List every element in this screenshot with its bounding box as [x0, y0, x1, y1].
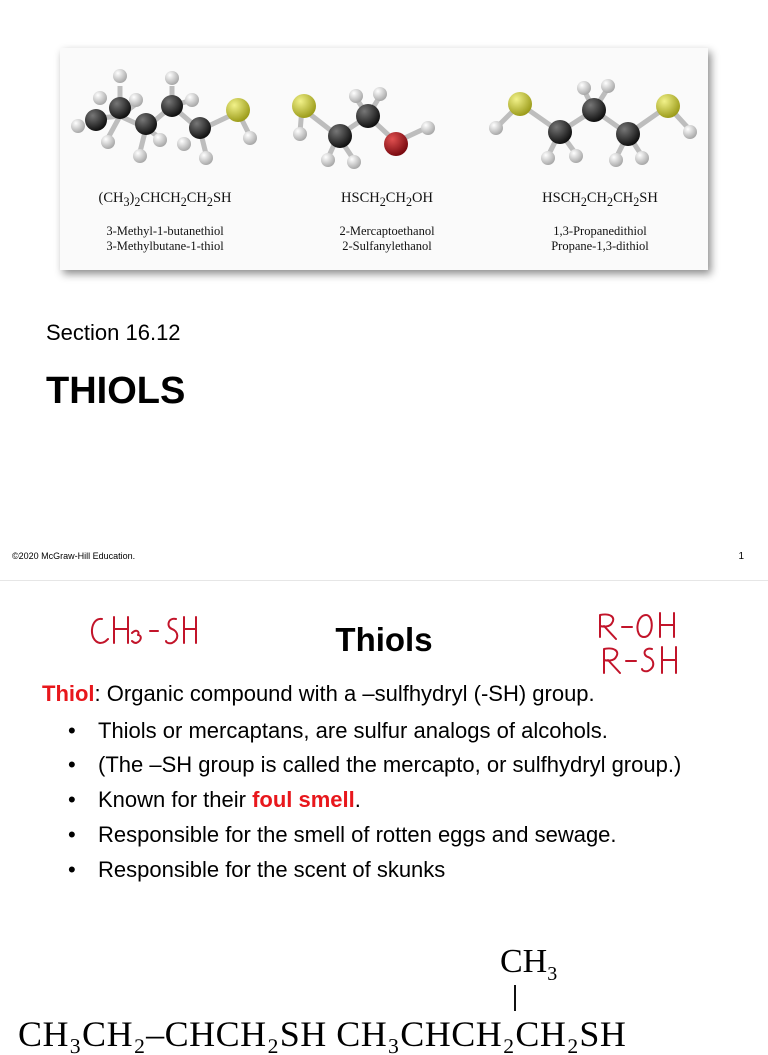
methyl-branch: $CH_3$: [500, 943, 558, 985]
structural-formula-chain: CH₃CH₂–CHCH₂SH CH₃CHCH₂CH₂SH: [18, 1014, 627, 1054]
thiol-term: Thiol: [42, 681, 95, 706]
bullet-text-prefix: Known for their: [98, 787, 253, 812]
molecule-3-formula: $HSCH_2CH_2CH_2SH$: [542, 190, 658, 209]
bullet-icon: •: [68, 787, 76, 812]
molecule-1-formula: $(CH_3)_2CHCH_2CH_2SH$: [98, 190, 232, 209]
bullet-text: Responsible for the scent of skunks: [98, 857, 446, 882]
slide-1-title: THIOLS: [46, 370, 186, 412]
ball-and-stick-models: [60, 48, 708, 178]
list-item: [68, 748, 748, 782]
bullet-text: Thiols or mercaptans, are sulfur analogs of alcohols.: [98, 718, 608, 743]
list-item: [68, 713, 748, 748]
bullet-icon: •: [68, 718, 76, 743]
list-item: [68, 782, 748, 817]
bullet-icon: •: [68, 752, 76, 777]
branch-bond: [514, 985, 516, 1011]
foul-smell-emphasis: foul smell: [252, 787, 355, 812]
slide-2: [0, 581, 768, 1054]
molecule-figure: [60, 48, 708, 270]
molecule-2-formula: $HSCH_2CH_2OH$: [341, 190, 433, 209]
thiol-definition-text: : Organic compound with a –sulfhydryl (-SH) group.: [94, 681, 595, 706]
bullet-text: (The –SH group is called the mercapto, or sulfhydryl group.): [98, 752, 682, 777]
molecule-2-iupac-name: 2-Sulfanylethanol: [342, 238, 432, 253]
molecule-2-atoms: [292, 87, 435, 169]
bullet-icon: •: [68, 822, 76, 847]
molecule-1-common-name: 3-Methyl-1-butanethiol: [106, 223, 224, 238]
slide-2-title: Thiols: [335, 621, 433, 658]
molecule-1-atoms: [71, 69, 257, 165]
molecule-3-caption: [500, 190, 700, 254]
molecule-3-atoms: [489, 79, 697, 167]
bullet-list: [68, 713, 748, 887]
list-item: [68, 817, 748, 852]
page-number: 1: [738, 551, 744, 562]
copyright-notice: ©2020 McGraw-Hill Education.: [12, 551, 136, 561]
molecule-2-caption: [292, 190, 482, 254]
molecule-1-iupac-name: 3-Methylbutane-1-thiol: [106, 238, 224, 253]
molecule-3-iupac-name: Propane-1,3-dithiol: [551, 238, 649, 253]
bullet-text: Responsible for the smell of rotten eggs and sewage.: [98, 822, 617, 847]
thiol-definition: [42, 681, 595, 707]
molecule-2-common-name: 2-Mercaptoethanol: [339, 223, 435, 238]
molecule-1-caption: [70, 190, 260, 254]
structural-formula-strip: [0, 931, 768, 1054]
section-label: Section 16.12: [46, 320, 181, 345]
bullet-text-suffix: .: [354, 787, 361, 812]
molecule-3-common-name: 1,3-Propanedithiol: [553, 223, 647, 238]
bullet-icon: •: [68, 857, 76, 882]
list-item: [68, 852, 748, 887]
